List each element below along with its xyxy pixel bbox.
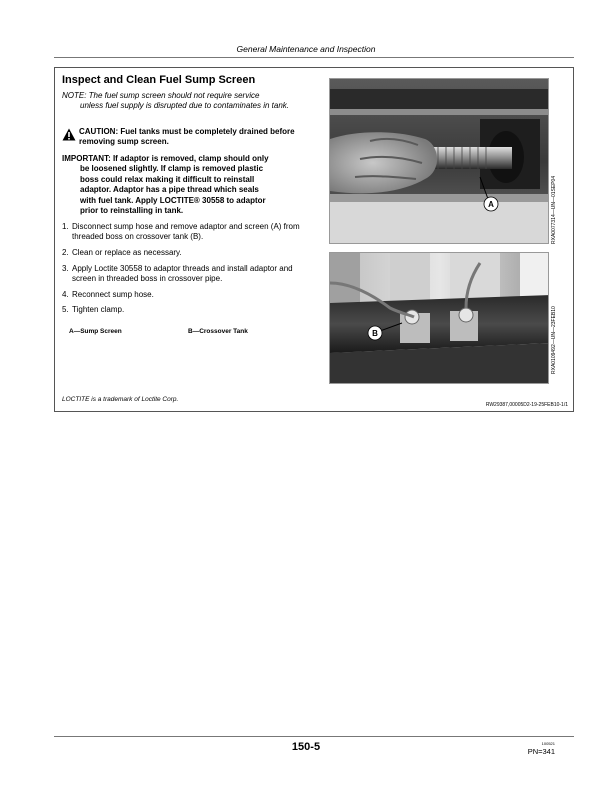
important-line: prior to reinstalling in tank. [80,206,184,216]
callout-a-label: A [488,200,494,209]
step-number: 1. [62,222,69,231]
important-line: be loosened slightly. If clamp is removed plastic [80,164,264,174]
important-line: boss could relax making it difficult to reinstall [80,174,255,184]
step-number: 4. [62,289,69,299]
note-paragraph [62,91,314,112]
step-text: Reconnect sump hose. [72,289,154,299]
step-item [62,264,318,285]
step-number: 2. [62,248,69,257]
step-number: 3. [62,263,69,273]
photo-crossover-tank [329,252,549,384]
callout-b-label: B [372,329,378,338]
procedure-steps [62,222,318,321]
photo2-id-label: RXA0109492—UN—23FEB10 [551,306,557,374]
page-header-title: General Maintenance and Inspection [236,44,376,54]
important-block [62,154,316,216]
photo-sump-screen [329,78,549,244]
step-item [62,248,318,258]
step-number: 5. [62,305,69,315]
header-divider [54,57,574,58]
trademark-notice: LOCTITE is a trademark of Loctite Corp. [62,396,179,403]
step-text: Clean or replace as necessary. [72,248,182,257]
important-line: IMPORTANT: If adaptor is removed, clamp should only [62,154,269,163]
step-item [62,222,318,243]
step-item [62,305,318,315]
important-line: with fuel tank. Apply LOCTITE® 30558 to adaptor [80,195,266,205]
footer-divider [54,736,574,737]
note-continuation: unless fuel supply is disrupted due to contaminates in tank. [80,101,290,111]
photo1-id-label: RXA0077314—UN—01SEP04 [551,175,557,244]
step-text: Tighten clamp. [72,305,125,315]
pn-number: PN=341 [527,747,555,756]
date-code: 100521 [541,741,555,746]
important-line: adaptor. Adaptor has a pipe thread which seals [80,185,259,195]
step-item [62,290,318,300]
warning-triangle-icon [62,128,76,141]
legend-sump-screen: A—Sump Screen [69,328,122,335]
step-text: Apply Loctite 30558 to adaptor threads and install adaptor and screen in threaded boss in crossover pipe. [72,263,293,283]
caution-block [62,127,316,148]
crossover-tank-illustration [330,253,549,384]
important-continuation [62,164,316,216]
note-lead: NOTE: The fuel sump screen should not require service [62,91,260,100]
legend-crossover-tank: B—Crossover Tank [188,328,248,335]
page-number: 150-5 [291,741,321,753]
caution-text: CAUTION: Fuel tanks must be completely drained before removing sump screen. [79,127,295,147]
section-title: Inspect and Clean Fuel Sump Screen [62,74,256,86]
document-id: RW29387,00005D2-19-25FEB10-1/1 [485,402,568,408]
sump-screen-illustration [330,79,549,244]
step-text: Disconnect sump hose and remove adaptor and screen (A) from threaded boss on crossover tank (B). [72,222,300,242]
